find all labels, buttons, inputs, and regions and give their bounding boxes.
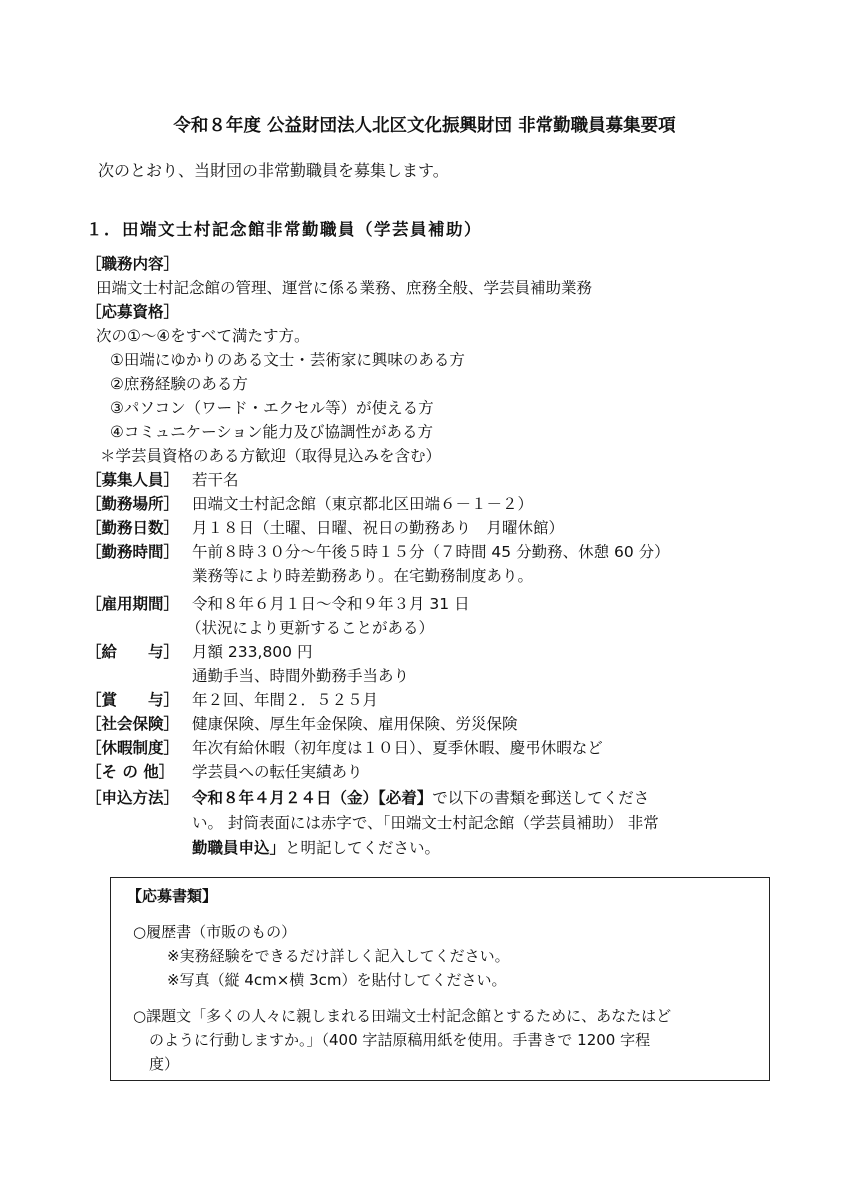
headcount-value: 若干名 bbox=[192, 471, 239, 489]
qualifications-note: ＊学芸員資格のある方歓迎（取得見込みを含む） bbox=[100, 447, 442, 465]
qualifications-label: ［応募資格］ bbox=[86, 303, 180, 321]
bonus-label: ［賞 与］ bbox=[86, 691, 180, 709]
apply-must: 【必着】 bbox=[378, 789, 433, 807]
apply-line-3 bbox=[192, 838, 440, 858]
essay-line: 度） bbox=[149, 1055, 180, 1073]
section-heading: １．田端文士村記念館非常勤職員（学芸員補助） bbox=[86, 220, 482, 239]
salary-value: 月額 233,800 円 bbox=[192, 643, 313, 661]
workdays-label: ［勤務日数］ bbox=[86, 519, 180, 537]
qualification-item: ②庶務経験のある方 bbox=[110, 375, 248, 393]
qualification-item: ①田端にゆかりのある文士・芸術家に興味のある方 bbox=[110, 351, 465, 369]
qualification-item: ④コミュニケーション能力及び協調性がある方 bbox=[110, 423, 433, 441]
headcount-label: ［募集人員］ bbox=[86, 471, 180, 489]
hours-value: 午前８時３０分～午後５時１５分（７時間 45 分勤務、休憩 60 分） bbox=[192, 543, 670, 561]
insurance-value: 健康保険、厚生年金保険、雇用保険、労災保険 bbox=[192, 715, 518, 733]
apply-label: ［申込方法］ bbox=[86, 789, 180, 807]
apply-line-1 bbox=[192, 788, 649, 808]
leave-label: ［休暇制度］ bbox=[86, 739, 180, 757]
apply-deadline: 令和８年４月２４日（金） bbox=[192, 789, 379, 807]
qualifications-intro: 次の①～④をすべて満たす方。 bbox=[96, 327, 310, 345]
resume-item: ○履歴書（市販のもの） bbox=[133, 923, 297, 941]
resume-note: ※実務経験をできるだけ詳しく記入してください。 bbox=[167, 947, 510, 965]
qualification-item: ③パソコン（ワード・エクセル等）が使える方 bbox=[110, 399, 434, 417]
apply-line-2: い。 封筒表面には赤字で、「田端文士村記念館（学芸員補助） 非常 bbox=[192, 814, 659, 832]
insurance-label: ［社会保険］ bbox=[86, 715, 180, 733]
leave-value: 年次有給休暇（初年度は１０日）、夏季休暇、慶弔休暇など bbox=[192, 739, 603, 757]
hours-note: 業務等により時差勤務あり。在宅勤務制度あり。 bbox=[192, 567, 534, 585]
resume-note: ※写真（縦 4cm×横 3cm）を貼付してください。 bbox=[167, 971, 507, 989]
period-note: （状況により更新することがある） bbox=[186, 619, 435, 637]
location-value: 田端文士村記念館（東京都北区田端６－１－２） bbox=[192, 495, 534, 513]
salary-note: 通勤手当、時間外勤務手当あり bbox=[192, 667, 410, 685]
workdays-value: 月１８日（土曜、日曜、祝日の勤務あり 月曜休館） bbox=[192, 519, 565, 537]
other-label: ［そ の 他］ bbox=[86, 763, 175, 781]
duties-text: 田端文士村記念館の管理、運営に係る業務、庶務全般、学芸員補助業務 bbox=[96, 279, 593, 297]
page-title: 令和８年度 公益財団法人北区文化振興財団 非常勤職員募集要項 bbox=[173, 116, 676, 136]
hours-label: ［勤務時間］ bbox=[86, 543, 180, 561]
other-value: 学芸員への転任実績あり bbox=[192, 763, 363, 781]
documents-box bbox=[110, 877, 770, 1081]
apply-line-3-rest: と明記してください。 bbox=[285, 839, 441, 857]
period-value: 令和８年６月１日～令和９年３月 31 日 bbox=[192, 595, 470, 613]
duties-label: ［職務内容］ bbox=[86, 255, 180, 273]
bonus-value: 年２回、年間２．５２５月 bbox=[192, 691, 379, 709]
salary-label: ［給 与］ bbox=[86, 643, 180, 661]
location-label: ［勤務場所］ bbox=[86, 495, 180, 513]
apply-line-1-rest: で以下の書類を郵送してくださ bbox=[432, 789, 650, 807]
apply-line-3-bold: 勤職員申込」 bbox=[192, 839, 286, 857]
essay-line: ○課題文「多くの人々に親しまれる田端文士村記念館とするために、あなたはど bbox=[133, 1007, 672, 1025]
intro-text: 次のとおり、当財団の非常勤職員を募集します。 bbox=[98, 161, 449, 180]
documents-heading: 【応募書類】 bbox=[127, 887, 218, 905]
period-label: ［雇用期間］ bbox=[86, 595, 180, 613]
essay-line: のように行動しますか。」（400 字詰原稿用紙を使用。手書きで 1200 字程 bbox=[149, 1031, 651, 1049]
